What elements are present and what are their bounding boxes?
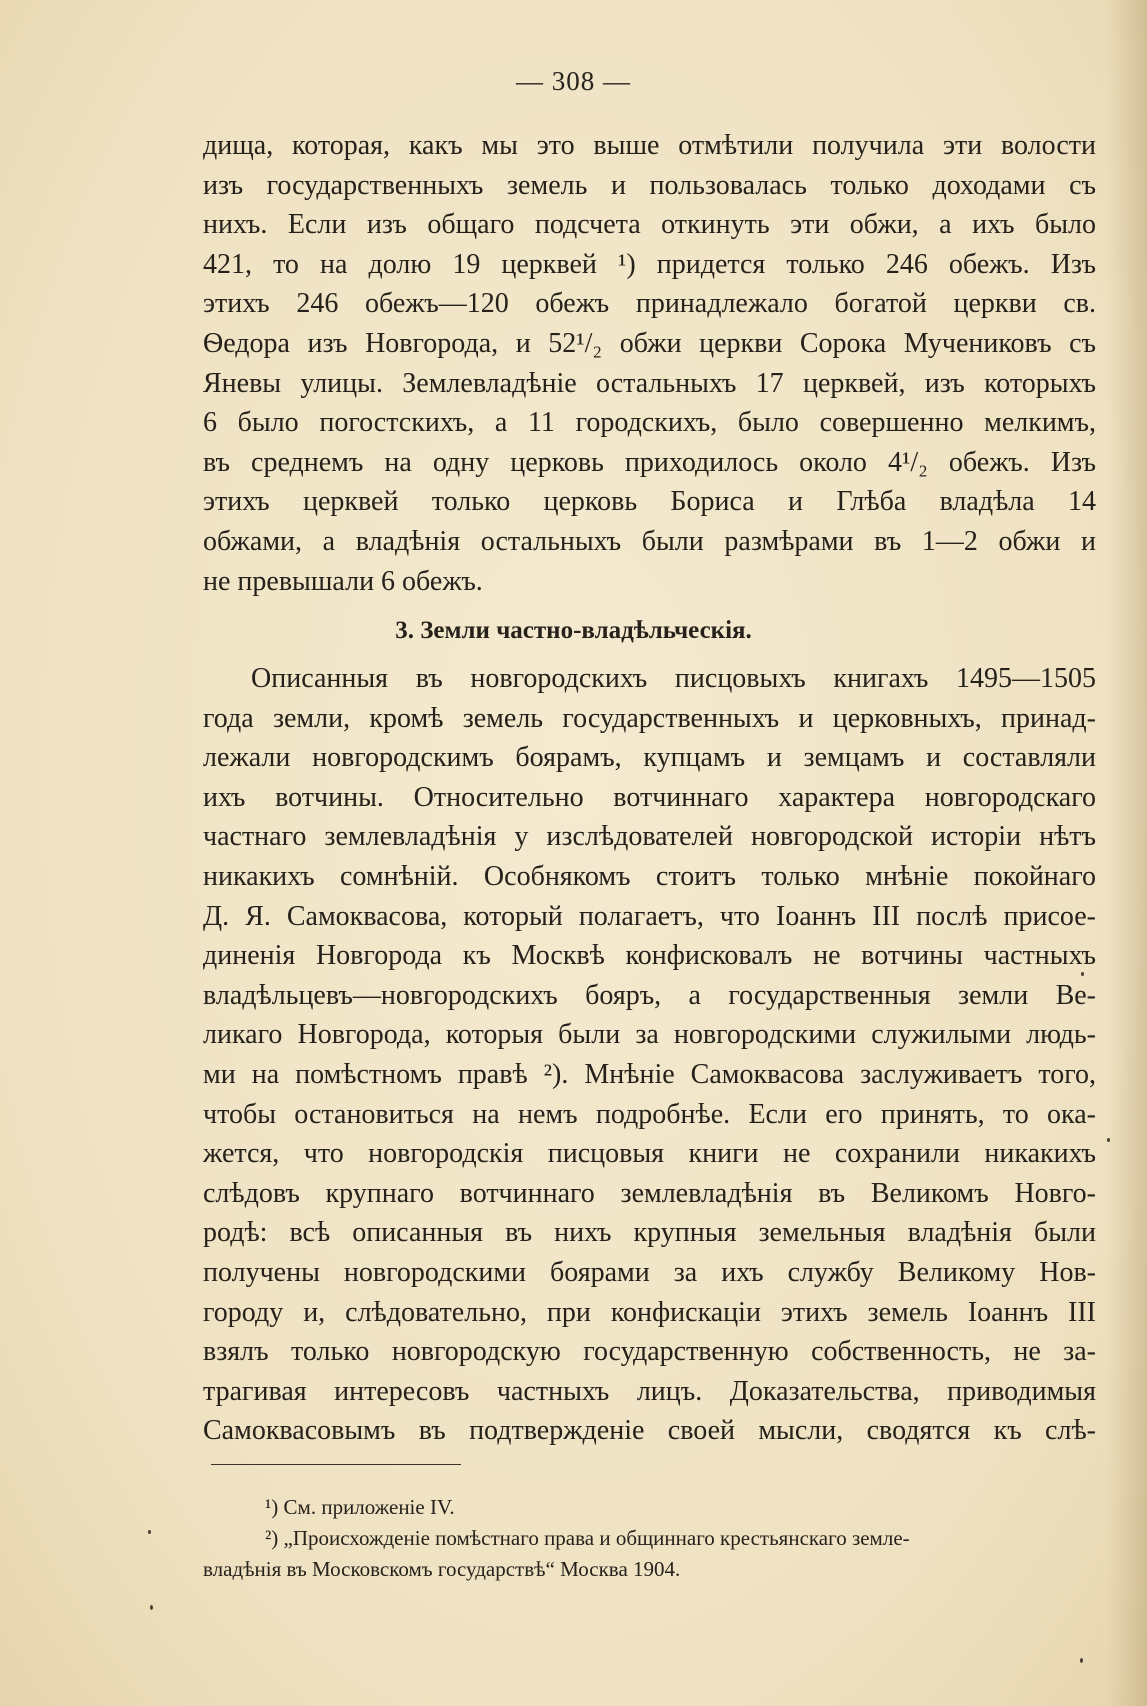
page-number: — 308 — [516, 66, 631, 96]
print-speck [148, 1530, 151, 1534]
text-line: года земли, кромѣ земель государственныхъ и церковныхъ, принад- [203, 702, 1096, 734]
text-line: никакихъ сомнѣній. Особнякомъ стоитъ только мнѣніе покойнаго [203, 860, 1096, 892]
footnote-2-continuation: владѣнія въ Московскомъ государствѣ“ Москва 1904. [203, 1557, 681, 1581]
text-line: Д. Я. Самоквасова, который полагаетъ, что Іоаннъ ІІІ послѣ присое- [203, 900, 1096, 932]
paragraph-1 [203, 126, 1096, 601]
text-line: лежали новгородскимъ боярамъ, купцамъ и земцамъ и составляли [203, 742, 1096, 774]
text-line: ми на помѣстномъ правѣ ²). Мнѣніе Самоквасова заслуживаетъ того, [203, 1058, 1096, 1090]
print-speck [1081, 972, 1084, 976]
text-line: родѣ: всѣ описанныя въ нихъ крупныя земельныя владѣнія были [203, 1217, 1096, 1249]
paragraph-2 [203, 659, 1096, 1451]
text-line: ликаго Новгорода, которыя были за новгородскими служилыми людь- [203, 1019, 1096, 1051]
footnote-2: ²) „Происхожденіе помѣстнаго права и общиннаго крестьянскаго земле- [265, 1526, 910, 1550]
text-line: трагивая интересовъ частныхъ лицъ. Доказательства, приводимыя [203, 1375, 1096, 1407]
print-speck [1080, 1658, 1083, 1663]
text-line: изъ государственныхъ земель и пользовалась только доходами съ [203, 169, 1096, 201]
footnote-separator [211, 1464, 461, 1465]
text-line: слѣдовъ крупнаго вотчиннаго землевладѣнія въ Великомъ Новго- [203, 1177, 1096, 1209]
footnotes [203, 1492, 1096, 1585]
text-line: частнаго землевладѣнія у изслѣдователей новгородской исторіи нѣтъ [203, 821, 1096, 853]
text-line: въ среднемъ на одну церковь приходилось около 4¹/₂ обежъ. Изъ [203, 446, 1096, 478]
text-line: взялъ только новгородскую государственную собственность, не за- [203, 1336, 1096, 1368]
text-line: Ѳедора изъ Новгорода, и 52¹/₂ обжи церкви Сорока Мучениковъ съ [203, 327, 1096, 359]
text-line: диненія Новгорода къ Москвѣ конфисковалъ не вотчины частныхъ [203, 940, 1096, 972]
text-line: Самоквасовымъ въ подтвержденіе своей мысли, сводятся къ слѣ- [203, 1415, 1096, 1447]
text-line: нихъ. Если изъ общаго подсчета откинуть эти обжи, а ихъ было [203, 209, 1096, 241]
print-speck [1107, 1138, 1110, 1142]
text-line: чтобы остановиться на немъ подробнѣе. Если его принять, то ока- [203, 1098, 1096, 1130]
text-line: этихъ 246 обежъ—120 обежъ принадлежало богатой церкви св. [203, 288, 1096, 320]
text-line: владѣльцевъ—новгородскихъ бояръ, а государственныя земли Ве- [203, 979, 1096, 1011]
text-line: 421, то на долю 19 церквей ¹) придется только 246 обежъ. Изъ [203, 248, 1096, 280]
text-line: обжами, а владѣнія остальныхъ были размѣрами въ 1—2 обжи и [203, 525, 1096, 557]
text-line: дища, которая, какъ мы это выше отмѣтили получила эти волости [203, 130, 1096, 161]
text-line: 6 было погостскихъ, а 11 городскихъ, было совершенно мелкимъ, [203, 407, 1096, 439]
text-line: не превышали 6 обежъ. [203, 565, 483, 597]
print-speck [150, 1605, 153, 1610]
text-line: получены новгородскими боярами за ихъ службу Великому Нов- [203, 1256, 1096, 1288]
text-line: жется, что новгородскія писцовыя книги не сохранили никакихъ [203, 1138, 1096, 1170]
text-line: городу и, слѣдовательно, при конфискаціи этихъ земель Іоаннъ ІІІ [203, 1296, 1096, 1328]
text-line: ихъ вотчины. Относительно вотчиннаго характера новгородскаго [203, 781, 1096, 813]
text-line: Яневы улицы. Землевладѣніе остальныхъ 17 церквей, изъ которыхъ [203, 367, 1096, 399]
section-heading: 3. Земли частно-владѣльческія. [395, 617, 752, 644]
footnote-1: ¹) См. приложеніе IV. [265, 1495, 455, 1519]
text-line: этихъ церквей только церковь Бориса и Глѣба владѣла 14 [203, 486, 1096, 518]
page-edge-shadow [1107, 0, 1147, 1706]
text-line: Описанныя въ новгородскихъ писцовыхъ книгахъ 1495—1505 [251, 663, 1096, 694]
